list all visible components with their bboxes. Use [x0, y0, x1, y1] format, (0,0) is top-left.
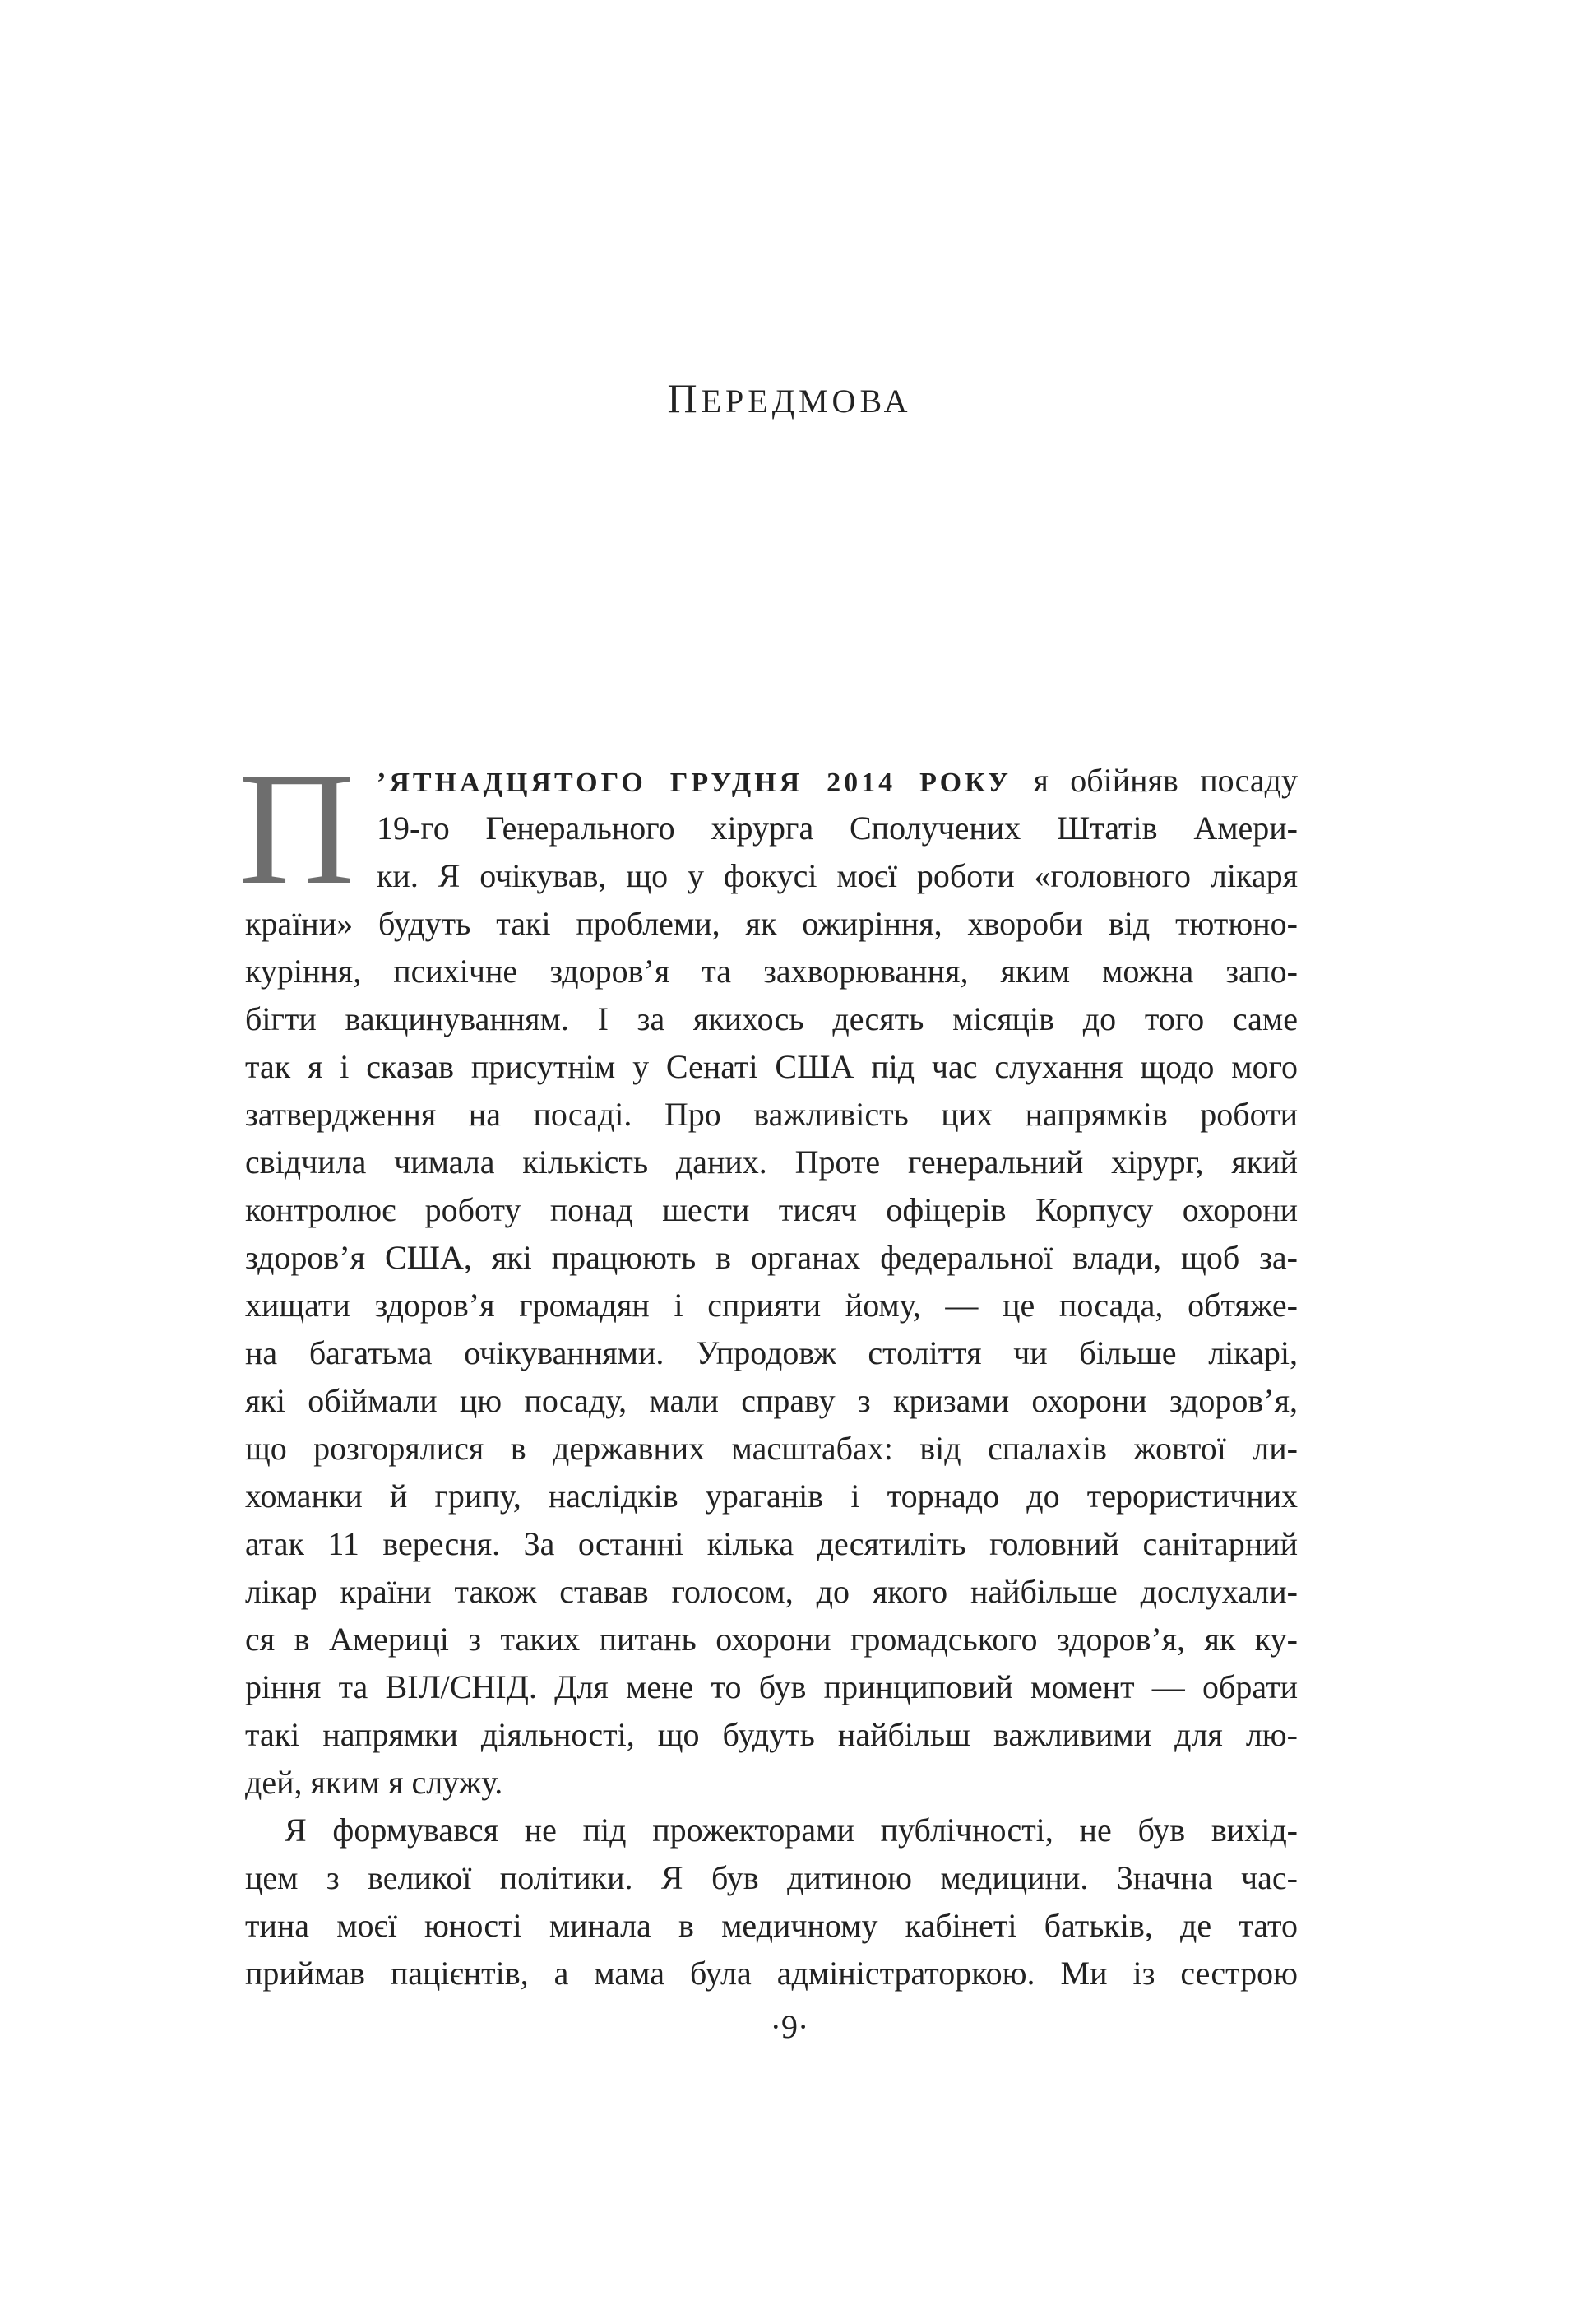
paragraph1-line: лікар країни також ставав голосом, до якого найбільше дослухали- — [245, 1573, 1298, 1610]
paragraph1-line: які обіймали цю посаду, мали справу з кризами охорони здоров’я, — [245, 1382, 1298, 1419]
chapter-title — [0, 374, 1579, 422]
paragraph1-line: що розгорялися в державних масштабах: від спалахів жовтої ли- — [245, 1430, 1298, 1467]
body-text — [238, 740, 1298, 1997]
paragraph2-line: цем з великої політики. Я був дитиною медицини. Значна час- — [245, 1859, 1298, 1896]
paragraph1-line: такі напрямки діяльності, що будуть найбільш важливими для лю- — [245, 1716, 1298, 1753]
paragraph2-line: приймав пацієнтів, а мама була адміністраторкою. Ми із сестрою — [245, 1955, 1298, 1992]
paragraph1-line: куріння, психічне здоров’я та захворювання, яким можна запо- — [245, 953, 1298, 990]
line1-rest: я обійняв посаду — [1033, 762, 1298, 799]
paragraph1-line1 — [245, 757, 1298, 805]
paragraph1-line: бігти вакцинуванням. І за якихось десять місяців до того саме — [245, 1000, 1298, 1037]
lead-in-smallcaps: ’ЯТНАДЦЯТОГО ГРУДНЯ 2014 РОКУ — [377, 768, 1012, 798]
paragraph1-line: затвердження на посаді. Про важливість цих напрямків роботи — [245, 1096, 1298, 1133]
paragraph1-line: на багатьма очікуваннями. Упродовж століття чи більше лікарі, — [245, 1334, 1298, 1371]
paragraph1-line: ріння та ВІЛ/СНІД. Для мене то був принциповий момент — обрати — [245, 1668, 1298, 1705]
paragraph1-line: 19-го Генерального хірурга Сполучених Штатів Амери- — [377, 809, 1298, 847]
paragraph1-line: так я і сказав присутнім у Сенаті США під час слухання щодо мого — [245, 1048, 1298, 1085]
chapter-title-initial: П — [667, 375, 702, 421]
drop-cap: П — [238, 740, 355, 918]
paragraph1-line: здоров’я США, які працюють в органах федеральної влади, щоб за- — [245, 1239, 1298, 1276]
paragraph1-line: ся в Америці з таких питань охорони громадського здоров’я, як ку- — [245, 1621, 1298, 1658]
page-number: ·9· — [770, 2008, 809, 2045]
paragraph1-line: хоманки й грипу, наслідків ураганів і торнадо до терористичних — [245, 1477, 1298, 1515]
paragraph1-line: свідчила чимала кількість даних. Проте генеральний хірург, який — [245, 1143, 1298, 1181]
paragraph1-line: атак 11 вересня. За останні кілька десятиліть головний санітарний — [245, 1525, 1298, 1562]
paragraph1-line: дей, яким я служу. — [245, 1764, 503, 1801]
paragraph1-line: країни» будуть такі проблеми, як ожиріння, хвороби від тютюно- — [245, 905, 1298, 942]
paragraph2-line: тина моєї юності минала в медичному кабінеті батьків, де тато — [245, 1907, 1298, 1944]
paragraph1-line: хищати здоров’я громадян і сприяти йому, — це посада, обтяже- — [245, 1287, 1298, 1324]
paragraph2-line: Я формувався не під прожекторами публічності, не був вихід- — [285, 1811, 1298, 1849]
paragraph1-line: ки. Я очікував, що у фокусі моєї роботи «головного лікаря — [377, 857, 1298, 894]
paragraph1-line: контролює роботу понад шести тисяч офіцерів Корпусу охорони — [245, 1191, 1298, 1228]
chapter-title-rest: ЕРЕДМОВА — [701, 383, 912, 420]
